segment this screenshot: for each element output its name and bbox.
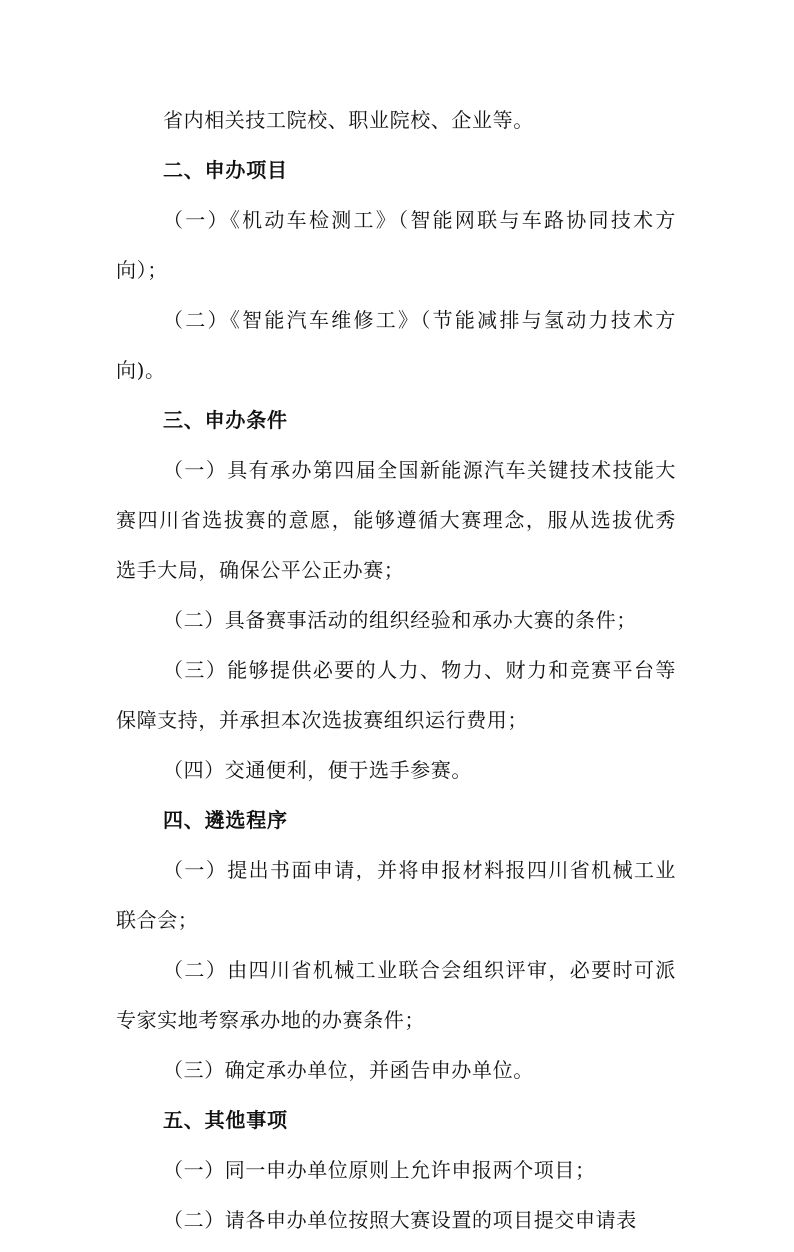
- section-heading-other-matters: 五、其他事项: [163, 1108, 288, 1132]
- paragraph-line: 向）；: [116, 258, 168, 282]
- paragraph-line: 省内相关技工院校、职业院校、企业等。: [163, 108, 534, 132]
- section-heading-application-conditions: 三、申办条件: [163, 408, 288, 432]
- paragraph-line: 选手大局，确保公平公正办赛；: [116, 558, 405, 582]
- document-body: [116, 102, 676, 1252]
- paragraph-line: 向)。: [116, 358, 166, 382]
- paragraph-line: 联合会；: [116, 908, 199, 932]
- section-heading-application-items: 二、申办项目: [163, 158, 288, 182]
- paragraph-line: 专家实地考察承办地的办赛条件；: [116, 1008, 425, 1032]
- paragraph-line: （一）具有承办第四届全国新能源汽车关键技术技能大: [163, 458, 676, 482]
- paragraph-line: （三）能够提供必要的人力、物力、财力和竞赛平台等: [163, 658, 676, 682]
- section-heading-selection-procedure: 四、遴选程序: [163, 808, 288, 832]
- paragraph-line: 保障支持，并承担本次选拔赛组织运行费用；: [116, 708, 528, 732]
- paragraph-line: （二）具备赛事活动的组织经验和承办大赛的条件；: [163, 608, 637, 632]
- paragraph-line: （二）由四川省机械工业联合会组织评审，必要时可派: [163, 958, 676, 982]
- paragraph-line: （二）《智能汽车维修工》（节能减排与氢动力技术方: [163, 308, 676, 332]
- paragraph-line: （三）确定承办单位，并函告申办单位。: [163, 1058, 534, 1082]
- paragraph-line: （一）提出书面申请，并将申报材料报四川省机械工业: [163, 858, 676, 882]
- paragraph-line: 赛四川省选拔赛的意愿，能够遵循大赛理念，服从选拔优秀: [116, 508, 676, 532]
- paragraph-line: （一）同一申办单位原则上允许申报两个项目；: [163, 1158, 596, 1182]
- paragraph-line: （一）《机动车检测工》（智能网联与车路协同技术方: [163, 208, 676, 232]
- paragraph-line: （二）请各申办单位按照大赛设置的项目提交申请表: [163, 1208, 637, 1232]
- paragraph-line: （四）交通便利，便于选手参赛。: [163, 758, 472, 782]
